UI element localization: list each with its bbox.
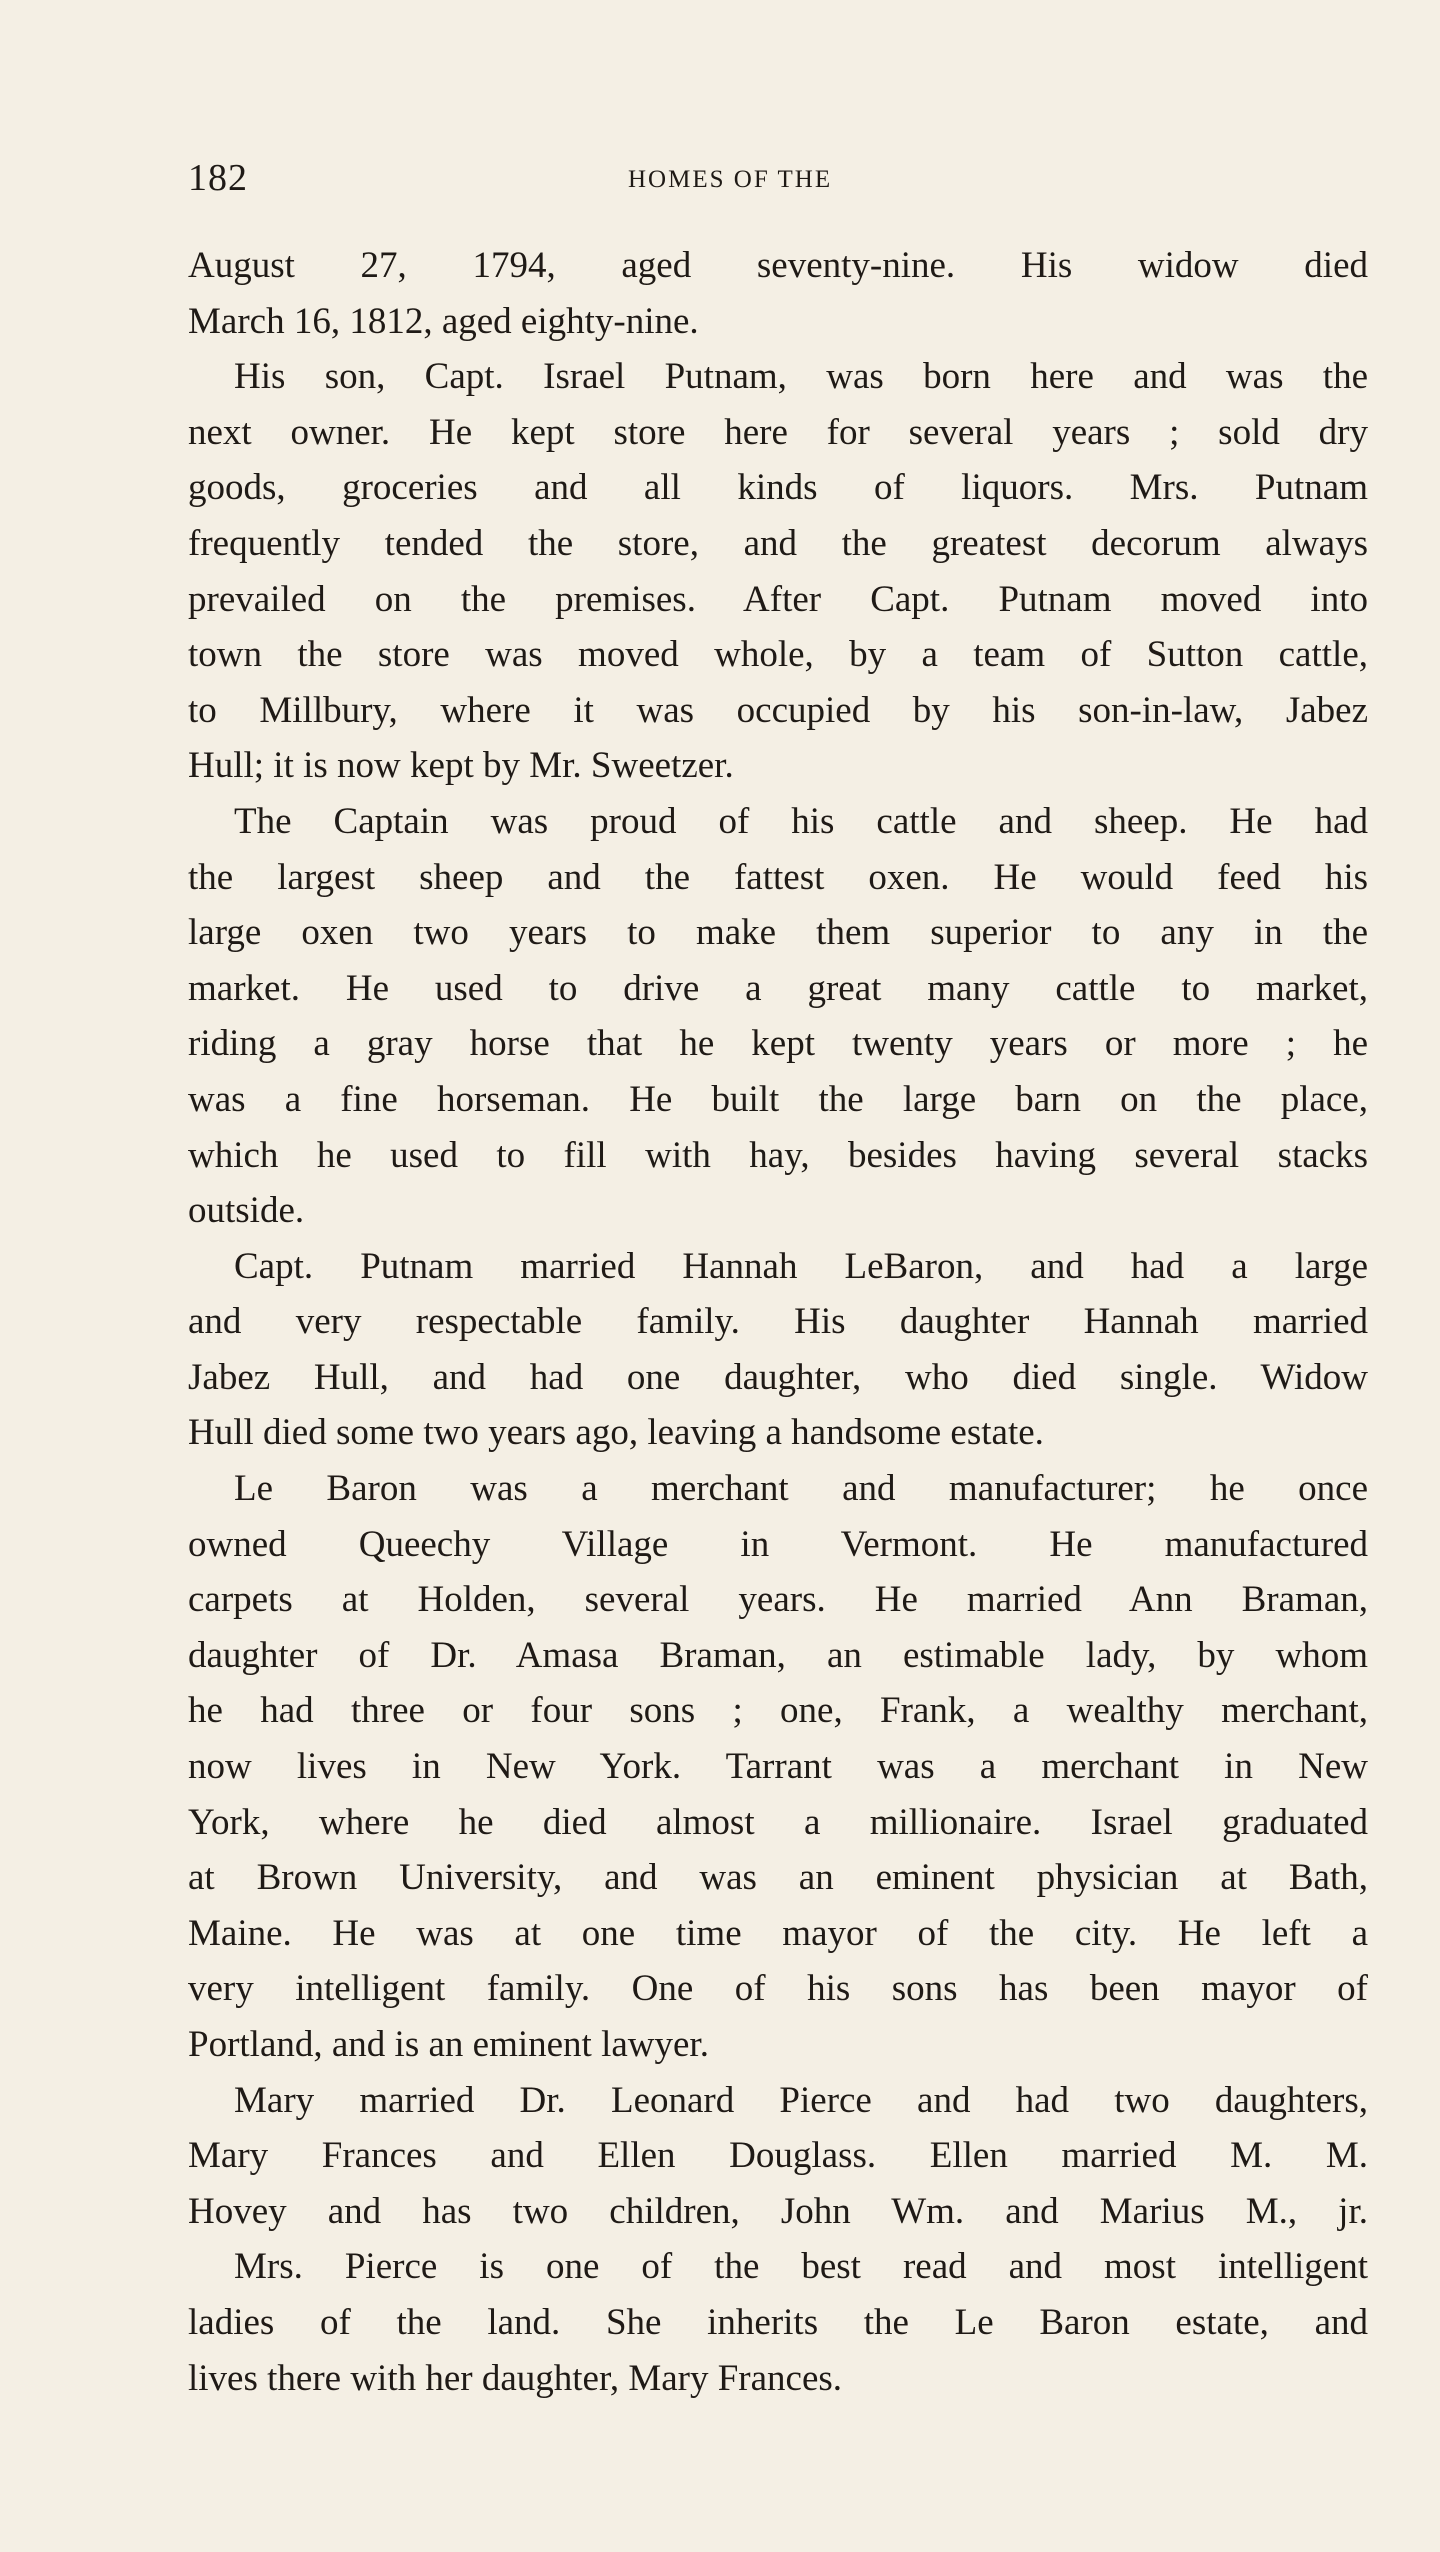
page-number: 182 <box>188 157 248 199</box>
text-line: large oxen two years to make them superior to any in the <box>188 912 1368 954</box>
text-line: outside. <box>188 1190 305 1232</box>
text-line: at Brown University, and was an eminent physician at Bath, <box>188 1857 1368 1899</box>
text-line: Le Baron was a merchant and manufacturer; he once <box>234 1468 1368 1510</box>
text-line: Mary Frances and Ellen Douglass. Ellen married M. M. <box>188 2135 1368 2177</box>
text-line: The Captain was proud of his cattle and sheep. He had <box>234 800 1368 842</box>
text-line: he had three or four sons ; one, Frank, a wealthy merchant, <box>188 1690 1368 1732</box>
text-line: Hull died some two years ago, leaving a handsome estate. <box>188 1412 1044 1454</box>
text-line: Maine. He was at one time mayor of the city. He left a <box>188 1912 1368 1954</box>
text-line: Portland, and is an eminent lawyer. <box>188 2024 709 2065</box>
text-line: March 16, 1812, aged eighty-nine. <box>188 300 699 342</box>
text-line: and very respectable family. His daughter Hannah married <box>188 1301 1368 1343</box>
text-line: August 27, 1794, aged seventy-nine. His widow died <box>188 245 1368 286</box>
text-line: frequently tended the store, and the greatest decorum always <box>188 522 1368 564</box>
text-line: which he used to fill with hay, besides having several stacks <box>188 1134 1368 1176</box>
text-line: very intelligent family. One of his sons has been mayor of <box>188 1968 1368 2010</box>
text-line: York, where he died almost a millionaire. Israel graduated <box>188 1801 1368 1843</box>
running-head: HOMES OF THE <box>628 166 833 193</box>
text-line: Hull; it is now kept by Mr. Sweetzer. <box>188 745 734 787</box>
text-line: prevailed on the premises. After Capt. Putnam moved into <box>188 578 1368 620</box>
text-line: daughter of Dr. Amasa Braman, an estimable lady, by whom <box>188 1634 1368 1676</box>
text-line: ladies of the land. She inherits the Le Baron estate, and <box>188 2301 1368 2343</box>
text-line: Mary married Dr. Leonard Pierce and had two daughters, <box>234 2079 1368 2121</box>
text-line: was a fine horseman. He built the large barn on the place, <box>188 1078 1368 1120</box>
text-line: His son, Capt. Israel Putnam, was born here and was the <box>234 356 1368 398</box>
text-line: to Millbury, where it was occupied by his son-in-law, Jabez <box>188 689 1368 731</box>
text-line: Hovey and has two children, John Wm. and Marius M., jr. <box>188 2190 1368 2232</box>
text-line: now lives in New York. Tarrant was a merchant in New <box>188 1746 1368 1788</box>
text-line: town the store was moved whole, by a team of Sutton cattle, <box>188 634 1368 676</box>
text-line: owned Queechy Village in Vermont. He manufactured <box>188 1523 1368 1565</box>
text-line: Mrs. Pierce is one of the best read and most intelligent <box>234 2246 1368 2288</box>
text-line: Jabez Hull, and had one daughter, who died single. Widow <box>188 1356 1368 1398</box>
text-line: Capt. Putnam married Hannah LeBaron, and had a large <box>234 1245 1368 1287</box>
text-line: lives there with her daughter, Mary Frances. <box>188 2357 843 2399</box>
body-text <box>188 238 1368 2406</box>
text-line: the largest sheep and the fattest oxen. He would feed his <box>188 856 1368 898</box>
text-line: riding a gray horse that he kept twenty years or more ; he <box>188 1023 1368 1065</box>
text-line: goods, groceries and all kinds of liquors. Mrs. Putnam <box>188 467 1368 509</box>
text-line: next owner. He kept store here for several years ; sold dry <box>188 411 1368 453</box>
text-line: carpets at Holden, several years. He married Ann Braman, <box>188 1579 1368 1621</box>
text-line: market. He used to drive a great many cattle to market, <box>188 967 1368 1009</box>
page-header <box>188 154 1368 210</box>
